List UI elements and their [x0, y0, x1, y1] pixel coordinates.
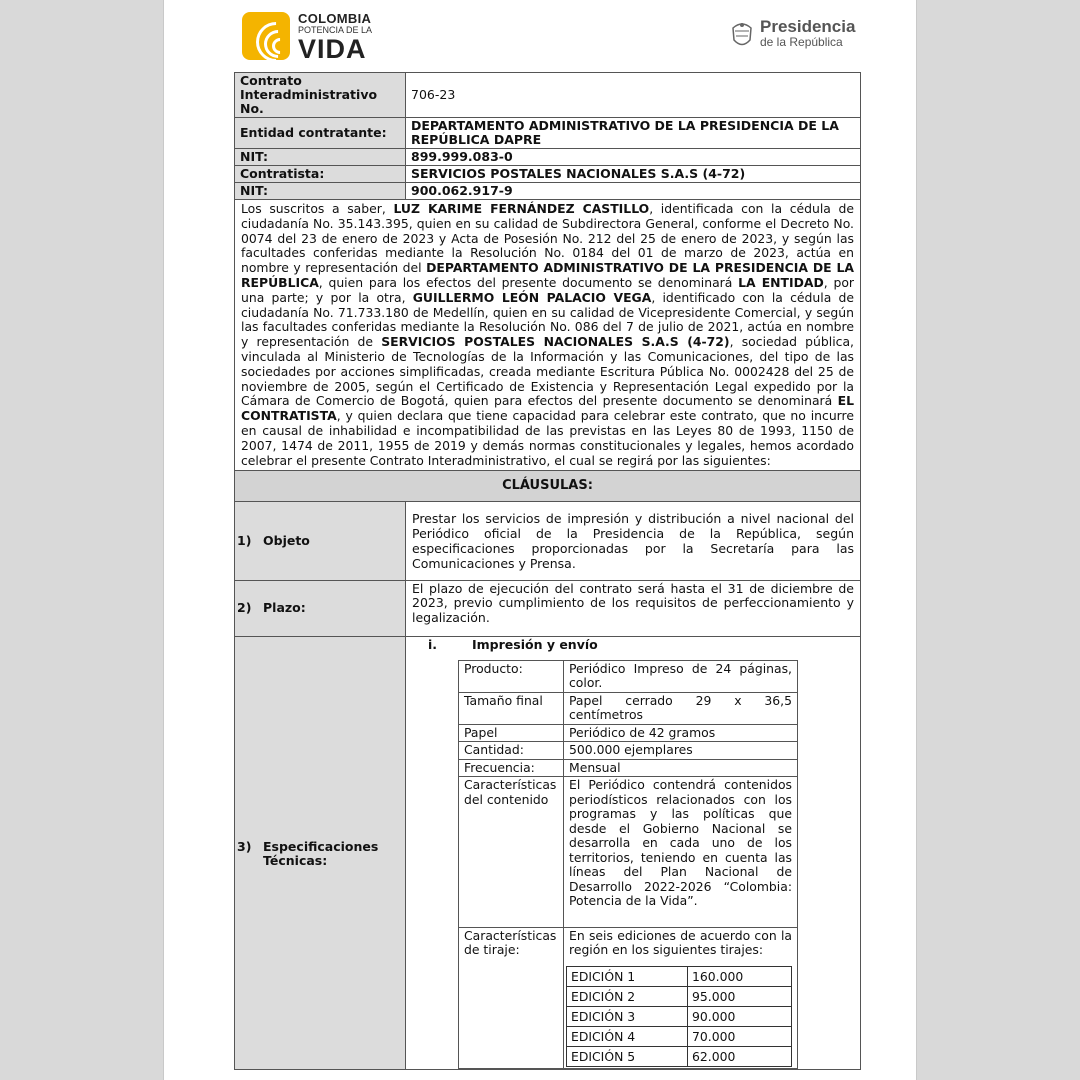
nit-contratista-value: 900.062.917-9: [406, 183, 861, 200]
especificaciones-label: 3) Especificaciones Técnicas:: [235, 636, 406, 1069]
row-label: Entidad contratante:: [235, 118, 406, 149]
edition-row: EDICIÓN 4 70.000: [567, 1026, 792, 1046]
clausulas-row: [235, 471, 861, 502]
logo-line-3: VIDA: [298, 34, 367, 64]
row-label: Contratista:: [235, 166, 406, 183]
row-label: NIT:: [235, 183, 406, 200]
spec-subheading: i. Impresión y envío: [428, 636, 598, 652]
nit-value: 899.999.083-0: [406, 149, 861, 166]
presidencia-subtitle: de la República: [760, 34, 843, 49]
spec-row: Cantidad: 500.000 ejemplares: [459, 742, 798, 760]
tiraje-text: En seis ediciones de acuerdo con la región en los siguientes tirajes:: [569, 927, 792, 958]
tiraje-row: Características de tiraje: En seis ediciones de acuerdo con la región en los siguientes tirajes: EDICIÓN 1 160.000 EDICIÓN 2 95.000 EDICIÓN 3 90.000 EDICIÓN 4 70.000 EDICIÓN 5 62.000: [459, 927, 798, 1068]
logo-line-1: COLOMBIA: [298, 11, 372, 26]
contract-number-row: [235, 73, 861, 118]
coat-of-arms-icon: [730, 20, 754, 50]
spec-row: Características del contenido El Periódico contendrá contenidos periodísticos relacionados con los programas y las políticas que desde el Gobierno Nacional se desarrolla en cada uno de los territorios, teniendo en cuenta las líneas del Plan Nacional de Desarrollo 2022-2026 “Colombia: Potencia de la Vida”.: [459, 777, 798, 928]
nit-contratista-row: [235, 183, 861, 200]
row-label: Contrato Interadministrativo No.: [235, 73, 406, 118]
plazo-row: [235, 580, 861, 636]
editions-table: [566, 966, 792, 1067]
entidad-row: [235, 118, 861, 149]
intro-paragraph: Los suscritos a saber, LUZ KARIME FERNÁNDEZ CASTILLO, identificada con la cédula de ciudadanía No. 35.143.395, quien en su calidad de Subdirectora General, conforme el Decreto No. 0074 del 23 de enero de 2023 y Acta de Posesión No. 212 del 25 de enero de 2023, y según las facultades conferidas mediante la Resolución No. 0184 del 01 de marzo de 2023, actúa en nombre y representación del DEPARTAMENTO ADMINISTRATIVO DE LA PRESIDENCIA DE LA REPÚBLICA, quien para los efectos del presente documento se denominará LA ENTIDAD, por una parte; y por la otra, GUILLERMO LEÓN PALACIO VEGA, identificado con la cédula de ciudadanía No. 71.733.180 de Medellín, quien en su calidad de Vicepresidente Comercial, y según las facultades conferidas mediante la Resolución No. 086 del 7 de julio de 2021, actúa en nombre y representación de SERVICIOS POSTALES NACIONALES S.A.S (4-72), sociedad pública, vinculada al Ministerio de Tecnologías de la Información y las Comunicaciones, del tipo de las sociedades por acciones simplificadas, creada mediante Escritura Pública No. 0002428 del 25 de noviembre de 2005, según el Certificado de Existencia y Representación Legal expedido por la Cámara de Comercio de Bogotá, quien para efectos del presente documento se denominará EL CONTRATISTA, y quien declara que tiene capacidad para celebrar este contrato, que no incurre en causal de inhabilidad e incompatibilidad de las previstas en las Leyes 80 de 1993, 1150 de 2007, 1474 de 2011, 1955 de 2019 y demás normas constitucionales y legales, hemos acordado celebrar el presente Contrato Interadministrativo, el cual se regirá por las siguientes:: [235, 200, 861, 471]
presidencia-title: Presidencia: [760, 17, 856, 36]
intro-row: [235, 200, 861, 471]
spec-row: Papel Periódico de 42 gramos: [459, 724, 798, 742]
spec-row: Producto: Periódico Impreso de 24 páginas, color.: [459, 660, 798, 692]
objeto-label: 1) Objeto: [235, 502, 406, 580]
logo-line-2: POTENCIA DE LA: [298, 25, 373, 35]
especificaciones-content: [406, 636, 861, 1069]
contratista-value: SERVICIOS POSTALES NACIONALES S.A.S (4-72): [406, 166, 861, 183]
edition-row: EDICIÓN 1 160.000: [567, 966, 792, 986]
plazo-text: El plazo de ejecución del contrato será hasta el 31 de diciembre de 2023, previo cumplimiento de los requisitos de perfeccionamiento y legalización.: [406, 580, 861, 636]
edition-row: EDICIÓN 3 90.000: [567, 1006, 792, 1026]
row-label: NIT:: [235, 149, 406, 166]
edition-row: EDICIÓN 5 62.000: [567, 1046, 792, 1066]
especificaciones-row: [235, 636, 861, 1069]
contratista-row: [235, 166, 861, 183]
objeto-text: Prestar los servicios de impresión y distribución a nivel nacional del Periódico oficial de la Presidencia de la República, según especificaciones proporcionadas por la Secretaría para las Comunicaciones y Prensa.: [406, 502, 861, 580]
objeto-row: [235, 502, 861, 580]
colombia-potencia-logo: [242, 12, 392, 62]
plazo-label: 2) Plazo:: [235, 580, 406, 636]
contract-number: 706-23: [406, 73, 861, 118]
edition-row: EDICIÓN 2 95.000: [567, 986, 792, 1006]
entidad-value: DEPARTAMENTO ADMINISTRATIVO DE LA PRESIDENCIA DE LA REPÚBLICA DAPRE: [406, 118, 861, 149]
presidencia-logo: [730, 18, 910, 58]
specs-table: [458, 660, 798, 1069]
contract-table: [234, 72, 861, 1070]
logo-mark-icon: [242, 12, 290, 60]
document-header: [164, 0, 916, 70]
clausulas-title: CLÁUSULAS:: [235, 471, 861, 502]
spec-row: Tamaño final Papel cerrado 29 x 36,5 centímetros: [459, 692, 798, 724]
nit-row: [235, 149, 861, 166]
spec-row: Frecuencia: Mensual: [459, 759, 798, 777]
document-page: [163, 0, 917, 1080]
